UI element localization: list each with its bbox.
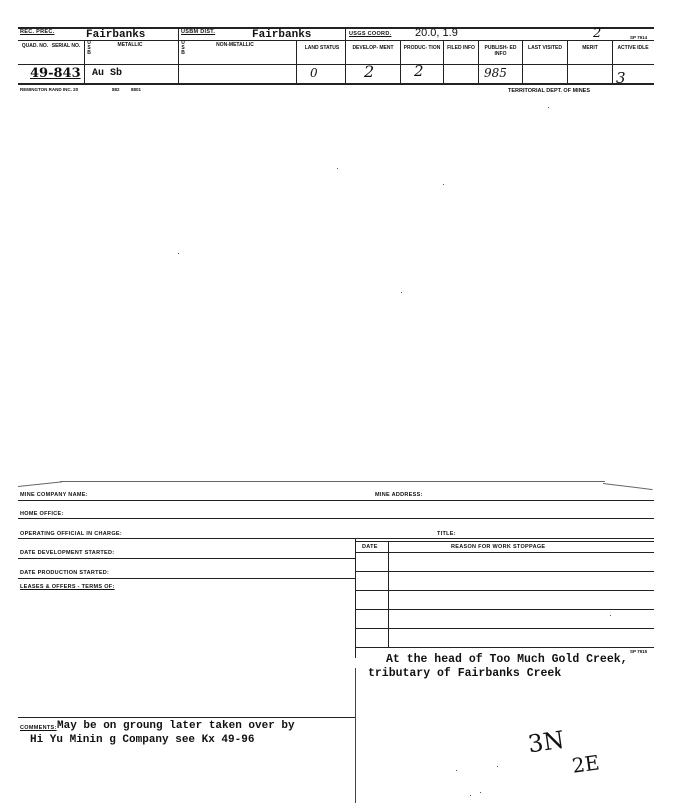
usgs-coord-label: USGS COORD.	[349, 31, 392, 37]
vline-comments-divider	[355, 668, 356, 803]
line-stoppage-head	[355, 552, 654, 553]
usgs-coord-value: 20.0, 1.9	[415, 27, 458, 39]
reason-col-label: REASON FOR WORK STOPPAGE	[451, 544, 546, 550]
land-status-value: 0	[310, 66, 318, 80]
line-title-double	[355, 541, 654, 542]
agency-label: TERRITORIAL DEPT. OF MINES	[508, 88, 590, 94]
speck	[470, 795, 471, 796]
stoppage-row-2	[355, 590, 654, 591]
speck	[497, 766, 498, 767]
col-usb-nonmetallic: U S B	[181, 40, 185, 56]
col-metallic: METALLIC	[117, 42, 143, 48]
col-div-4	[345, 27, 346, 84]
tear-line-left	[18, 481, 62, 487]
location-line-1: At the head of Too Much Gold Creek,	[386, 653, 628, 666]
operating-official-label: OPERATING OFFICIAL IN CHARGE:	[20, 531, 122, 537]
rec-prec-value: Fairbanks	[86, 29, 146, 41]
col-last-visited: LAST VISITED	[528, 45, 562, 51]
col-published-info: PUBLISH- ED INFO	[484, 45, 517, 57]
comments-line-2: Hi Yu Minin g Company see Kx 49-96	[30, 734, 255, 746]
location-line-2: tributary of Fairbanks Creek	[368, 667, 562, 680]
line-home-office	[18, 518, 654, 519]
col-active-idle: ACTIVE IDLE	[617, 45, 649, 51]
tear-line	[60, 481, 605, 482]
date-prod-started-label: DATE PRODUCTION STARTED:	[20, 570, 110, 576]
metallic-value: Au Sb	[92, 68, 123, 79]
line-official	[18, 538, 654, 539]
range-value: 2E	[570, 750, 601, 778]
line-prod-started	[18, 578, 356, 579]
printer-code: 882	[112, 87, 120, 92]
production-value: 2	[414, 62, 424, 80]
col-merit: MERIT	[582, 45, 598, 51]
date-col-label: DATE	[362, 544, 378, 550]
mine-company-label: MINE COMPANY NAME:	[20, 492, 88, 498]
col-nonmetallic: NON-METALLIC	[216, 42, 254, 48]
line-dev-started	[18, 558, 356, 559]
line-company	[18, 500, 654, 501]
title-label: TITLE:	[437, 531, 456, 537]
header-bottom-border	[18, 83, 654, 85]
line-comments	[18, 717, 356, 718]
mine-address-label: MINE ADDRESS:	[375, 492, 423, 498]
speck	[337, 168, 338, 169]
usbm-dist-label: USBM DIST.	[181, 29, 216, 35]
vline-date-col	[388, 541, 389, 647]
corner-mark: 2	[593, 26, 602, 41]
speck	[401, 292, 402, 293]
speck	[456, 770, 457, 771]
speck	[443, 184, 444, 185]
stoppage-row-1	[355, 571, 654, 572]
usbm-dist-value: Fairbanks	[252, 29, 312, 41]
township-value: 3N	[526, 725, 567, 759]
vline-left-table	[355, 538, 356, 658]
date-dev-started-label: DATE DEVELOPMENT STARTED:	[20, 550, 115, 556]
active-idle-value: 3	[616, 69, 626, 87]
stoppage-row-3	[355, 609, 654, 610]
col-filed-info: FILED INFO	[447, 45, 475, 51]
col-quad: QUAD. NO.	[21, 43, 49, 49]
speck	[480, 792, 481, 793]
form-number-bottom: SP 7915	[630, 649, 648, 654]
published-info-value: 985	[484, 66, 507, 80]
development-value: 2	[364, 62, 375, 81]
col-development: DEVELOP- MENT	[352, 45, 394, 51]
rec-prec-label: REC. PREC.	[20, 29, 55, 35]
col-land-status: LAND STATUS	[304, 45, 340, 51]
comments-line-1: May be on groung later taken over by	[57, 720, 295, 732]
col-serial: SERIAL NO.	[51, 43, 81, 49]
leases-label: LEASES & OFFERS - TERMS OF:	[20, 584, 115, 590]
speck	[178, 253, 179, 254]
header-subrow-divider	[18, 64, 654, 65]
speck	[610, 615, 611, 616]
col-div-1	[84, 40, 85, 84]
printer-label: REMINGTON RAND INC. 20	[20, 87, 79, 92]
stoppage-row-5	[355, 647, 654, 648]
col-usb-metallic: U S B	[87, 40, 91, 56]
quad-serial-value: 49-843	[30, 66, 81, 81]
stoppage-row-4	[355, 628, 654, 629]
comments-label: COMMENTS:	[20, 725, 57, 731]
form-number-top: SP 7914	[630, 35, 648, 40]
tear-line-right	[603, 483, 653, 490]
printer-code-2: 8801	[131, 87, 142, 92]
speck	[548, 107, 549, 108]
home-office-label: HOME OFFICE:	[20, 511, 64, 517]
col-div-3	[296, 40, 297, 84]
col-div-2	[178, 27, 179, 84]
col-production: PRODUC- TION	[403, 45, 441, 51]
